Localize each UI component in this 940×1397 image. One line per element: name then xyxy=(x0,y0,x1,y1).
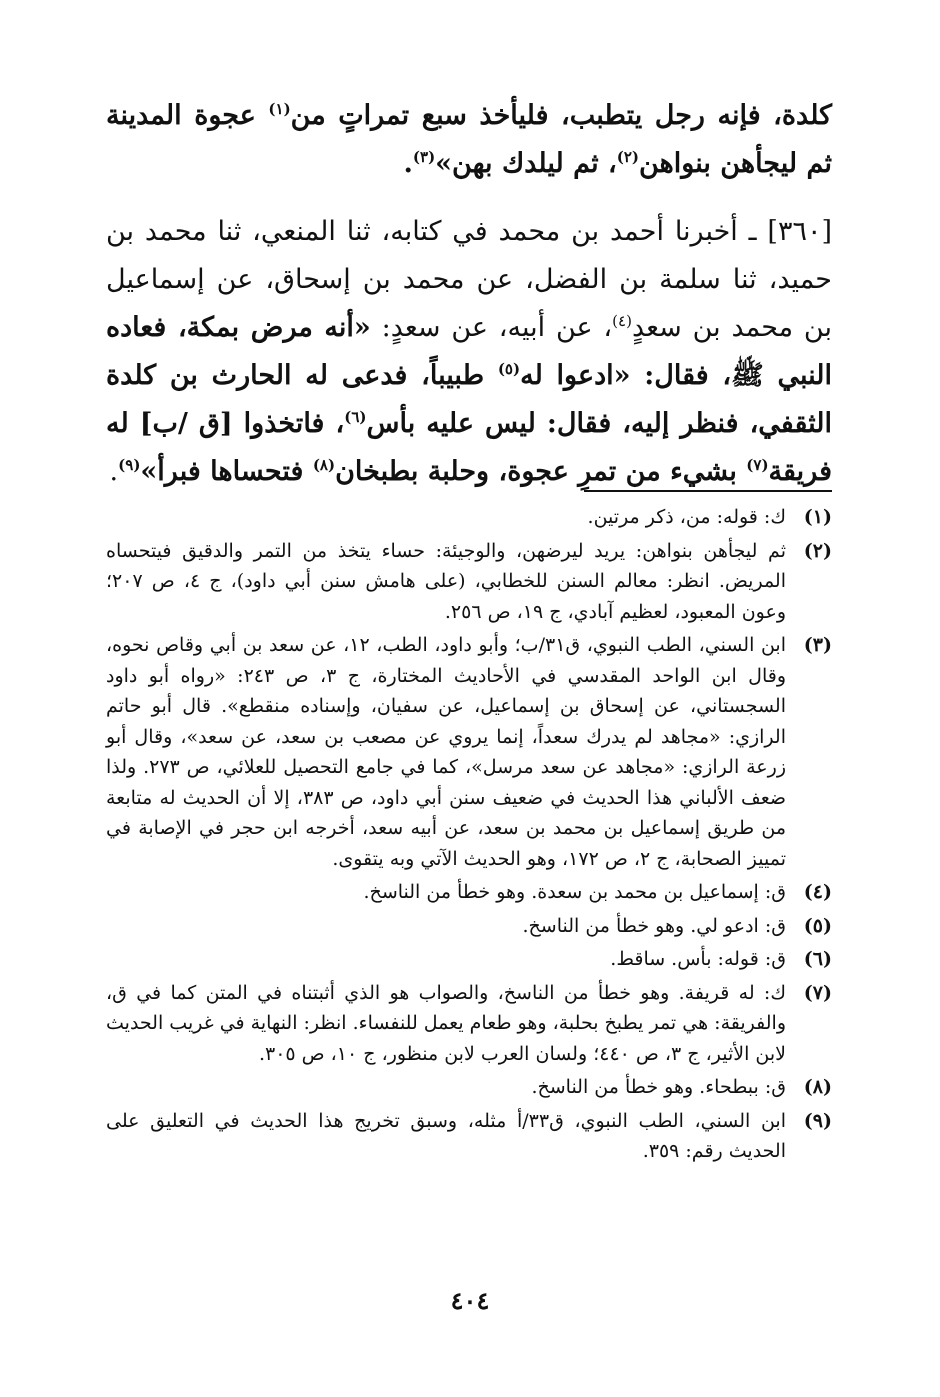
footnote-ref: (٦) xyxy=(344,408,367,426)
footnote-number: (٩) xyxy=(803,1109,832,1132)
matn-text: فتحساها فبرأ» xyxy=(140,456,313,487)
footnote-number: (٢) xyxy=(803,539,832,562)
footnote-4 xyxy=(106,877,832,908)
footnote-number: (٥) xyxy=(803,914,832,937)
page-number: ٤٠٤ xyxy=(450,1286,490,1315)
footnote-1 xyxy=(106,502,832,533)
footnote-text: ابن السني، الطب النبوي، ق٣٣/أ مثله، وسبق تخريج هذا الحديث في التعليق على الحديث رقم: ٣٥٩. xyxy=(106,1109,786,1162)
footnote-6 xyxy=(106,944,832,975)
footnote-2 xyxy=(106,536,832,628)
footnote-text: ق: ادعو لي. وهو خطأ من الناسخ. xyxy=(522,914,786,937)
footnote-text: ك: قوله: من، ذكر مرتين. xyxy=(587,506,786,528)
footnote-text: ق: إسماعيل بن محمد بن سعدة. وهو خطأ من الناسخ. xyxy=(363,881,786,903)
text-run: ، عن أبيه، عن سعدٍ: xyxy=(370,312,613,343)
footnote-3 xyxy=(106,630,832,874)
matn-text: طبيباً، فدعى له الحارث بن كلدة الثقفي، فنظر إليه، فقال: ليس عليه بأس xyxy=(106,360,832,439)
footnote-number: (٧) xyxy=(803,981,832,1004)
footnote-number: (٨) xyxy=(803,1076,832,1098)
footnote-ref: (٨) xyxy=(312,456,336,474)
main-text xyxy=(106,92,832,496)
matn-text: «أنه مرض بمكة، فعاده النبي ﷺ، فقال: «ادعوا له xyxy=(106,312,833,391)
footnote-number: (١) xyxy=(803,506,832,528)
footnote-9 xyxy=(106,1106,832,1167)
text-run: . xyxy=(109,456,119,487)
footnote-ref: (٩) xyxy=(118,456,141,474)
footnote-text: ثم ليجأهن بنواهن: يريد ليرضهن، والوجيئة: حساء يتخذ من التمر والدقيق فيتحساه المريض. انظر: معالم السنن للخطابي، (على هامش سنن أبي داود)، ج ٤، ص ٢٠٧؛ وعون المعبود، لعظيم آبادي، ج ١٩، ص ٢٥٦. xyxy=(106,539,786,623)
footnote-divider xyxy=(584,490,832,492)
footnote-text: ك: له قريفة. وهو خطأ من الناسخ، والصواب هو الذي أثبتناه في المتن كما في ق، والفريقة: هي تمر يطبخ بحلبة، وهو طعام يعمل للنفساء. انظر: النهاية في غريب الحديث لابن الأثير، ج ٣، ص ٤٤٠؛ ولسان العرب لابن منظور، ج ١٠، ص ٣٠٥. xyxy=(106,981,786,1065)
footnotes xyxy=(106,502,832,1170)
matn-text: بشيء من تمرِ عجوة، وحلبة بطبخان xyxy=(335,456,747,487)
text-run: عجوة المدينة ثم ليجأهن بنواهن xyxy=(106,100,832,179)
footnote-ref: (٢) xyxy=(616,148,639,166)
footnote-ref: (١) xyxy=(268,100,291,118)
footnote-number: (٣) xyxy=(803,634,832,656)
footnote-text: ابن السني، الطب النبوي، ق٣١/ب؛ وأبو داود، الطب، ١٢، عن سعد بن أبي وقاص نحوه، وقال ابن الواحد المقدسي في الأحاديث المختارة، ج ٣، ص ٢٤٣: «رواه أبو داود السجستاني، عن إسحاق بن إسماعيل، عن سفيان، وإسناده منقطع». قال أبو حاتم الرازي: «مجاهد لم يدرك سعداً، إنما يروي عن مصعب بن سعد، عن سعد»، وقال أبو زرعة الرازي: «مجاهد عن سعد مرسل»، كما في جامع التحصيل للعلائي، ص ٢٧٣. ولذا ضعف الألباني هذا الحديث في ضعيف سنن أبي داود، ص ٣٨٣، إلا أن الحديث له متابعة من طريق إسماعيل بن محمد بن سعد، عن أبيه سعد، أخرجه ابن حجر في الإصابة في تمييز الصحابة، ج ٢، ص ١٧٢، وهو الحديث الآتي وبه يتقوى. xyxy=(106,634,786,870)
text-run: كلدة، فإنه رجل يتطبب، فليأخذ سبع تمراتٍ من xyxy=(290,100,832,131)
isnad-text: [٣٦٠] ـ أخبرنا أحمد بن محمد في كتابه، ثنا المنعي، ثنا محمد بن حميد، ثنا سلمة بن الفضل، عن محمد بن إسحاق، عن إسماعيل بن محمد بن سعدٍ xyxy=(106,216,832,343)
footnote-ref: (٣) xyxy=(412,148,436,166)
text-run: ، ثم ليلدك بهن» xyxy=(435,148,617,179)
paragraph-continuation xyxy=(106,92,832,188)
footnote-7 xyxy=(106,978,832,1070)
footnote-ref: (٧) xyxy=(746,456,769,474)
footnote-text: ق: ببطحاء. وهو خطأ من الناسخ. xyxy=(531,1076,786,1098)
matn-text: ، فاتخذوا [ق /ب] له فريقة xyxy=(106,408,832,487)
footnote-ref: (٤) xyxy=(612,312,632,330)
footnote-number: (٤) xyxy=(803,881,832,903)
footnote-text: ق: قوله: بأس. ساقط. xyxy=(610,948,786,970)
footnote-8 xyxy=(106,1072,832,1103)
hadith-360 xyxy=(106,208,832,496)
text-run: . xyxy=(403,148,413,179)
footnote-ref: (٥) xyxy=(497,360,521,378)
footnote-5 xyxy=(106,911,832,942)
footnote-number: (٦) xyxy=(803,948,832,970)
